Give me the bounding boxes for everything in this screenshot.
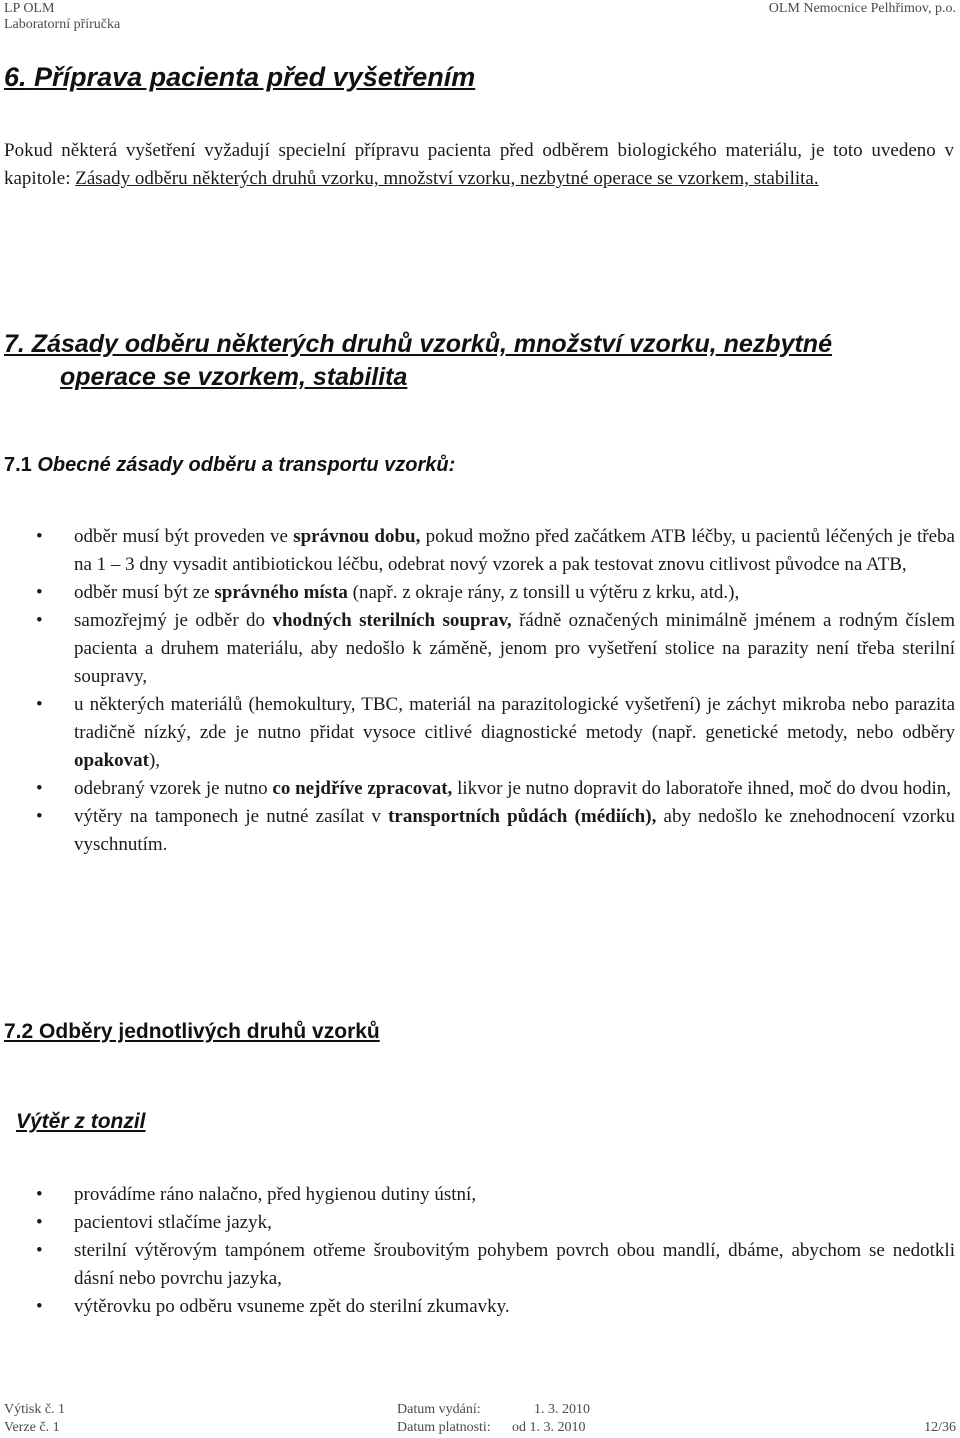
section-6-number: 6. bbox=[4, 62, 27, 92]
section-7-1-title: Obecné zásady odběru a transportu vzorků: bbox=[31, 454, 456, 476]
bullet-icon: • bbox=[36, 694, 43, 715]
list-item: • samozřejmý je odběr do vhodných sterilních souprav, řádně označených minimálně jménem a rodným číslem pacienta a druhem materiálu, aby nedošlo k záměně, jenom pro vyšetření stolice na parazity není třeba sterilní soupravy, bbox=[0, 607, 955, 691]
chapter-link[interactable]: Zásady odběru některých druhů vzorku, množství vzorku, nezbytné operace se vzorkem, stabilita. bbox=[75, 168, 819, 189]
header-hospital-name: OLM Nemocnice Pelhřimov, p.o. bbox=[768, 1, 956, 16]
footer-version: Verze č. 1 bbox=[4, 1420, 60, 1435]
bullet-icon: • bbox=[36, 806, 43, 827]
list-item: • odebraný vzorek je nutno co nejdříve zpracovat, likvor je nutno dopravit do laboratoře ihned, moč do dvou hodin, bbox=[0, 775, 955, 803]
page-footer bbox=[0, 1400, 960, 1438]
section-6-paragraph bbox=[4, 137, 954, 193]
section-7-1-heading bbox=[4, 454, 455, 477]
general-rules-list bbox=[0, 523, 955, 859]
bullet-icon: • bbox=[36, 1184, 43, 1205]
bullet-icon: • bbox=[36, 582, 43, 603]
list-item: • u některých materiálů (hemokultury, TBC, materiál na parazitologické vyšetření) je záchyt mikroba nebo parazita tradičně nízký, zde je nutno přidat vysoce citlivé diagnostické metody (např. genetické metody, nebo odběry opakovat), bbox=[0, 691, 955, 775]
list-item: • pacientovi stlačíme jazyk, bbox=[0, 1209, 955, 1237]
header-document-name: Laboratorní příručka bbox=[4, 17, 121, 32]
bullet-icon: • bbox=[36, 1240, 43, 1261]
page-header bbox=[0, 0, 960, 44]
list-item: • výtěrovku po odběru vsuneme zpět do sterilní zkumavky. bbox=[0, 1293, 955, 1321]
bullet-icon: • bbox=[36, 1212, 43, 1233]
list-item: • provádíme ráno nalačno, před hygienou dutiny ústní, bbox=[0, 1181, 955, 1209]
section-7-title-line2: operace se vzorkem, stabilita bbox=[60, 363, 408, 391]
bullet-icon: • bbox=[36, 778, 43, 799]
list-item: • odběr musí být ze správného místa (např. z okraje rány, z tonsill u výtěru z krku, atd.), bbox=[0, 579, 955, 607]
section-6-title: Příprava pacienta před vyšetřením bbox=[34, 62, 476, 92]
section-7-1-number: 7.1 bbox=[4, 454, 32, 476]
footer-issue-date-value: 1. 3. 2010 bbox=[534, 1402, 590, 1417]
list-item: • výtěry na tamponech je nutné zasílat v transportních půdách (médiích), aby nedošlo ke znehodnocení vzorku vyschnutím. bbox=[0, 803, 955, 859]
footer-copy-number: Výtisk č. 1 bbox=[4, 1402, 66, 1417]
section-7-2-heading: 7.2 Odběry jednotlivých druhů vzorků bbox=[4, 1020, 380, 1043]
tonsil-swab-list bbox=[0, 1181, 955, 1321]
bullet-icon: • bbox=[36, 526, 43, 547]
section-7-heading bbox=[4, 328, 832, 394]
list-item: • sterilní výtěrovým tampónem otřeme šroubovitým pohybem povrch obou mandlí, dbáme, abychom se nedotkli dásní nebo povrchu jazyka, bbox=[0, 1237, 955, 1293]
header-lab-name: LP OLM bbox=[4, 1, 55, 16]
footer-validity-label: Datum platnosti: bbox=[397, 1420, 491, 1435]
tonsil-swab-heading: Výtěr z tonzil bbox=[16, 1110, 146, 1133]
footer-validity-value: od 1. 3. 2010 bbox=[512, 1420, 586, 1435]
section-6-heading bbox=[4, 62, 475, 93]
section-6-text: Pokud některá vyšetření vyžadují specielní přípravu pacienta před odběrem biologického materiálu, je toto uvedeno v kapitole: bbox=[4, 140, 954, 189]
bullet-icon: • bbox=[36, 1296, 43, 1317]
footer-page-number: 12/36 bbox=[924, 1420, 956, 1435]
list-item: • odběr musí být proveden ve správnou dobu, pokud možno před začátkem ATB léčby, u pacientů léčených je třeba na 1 – 3 dny vysadit antibiotickou léčbu, odebrat nový vzorek a pak testovat znovu citlivost původce na ATB, bbox=[0, 523, 955, 579]
section-7-title-line1: 7. Zásady odběru některých druhů vzorků, množství vzorku, nezbytné bbox=[4, 330, 832, 358]
footer-issue-date-label: Datum vydání: bbox=[397, 1402, 481, 1417]
bullet-icon: • bbox=[36, 610, 43, 631]
